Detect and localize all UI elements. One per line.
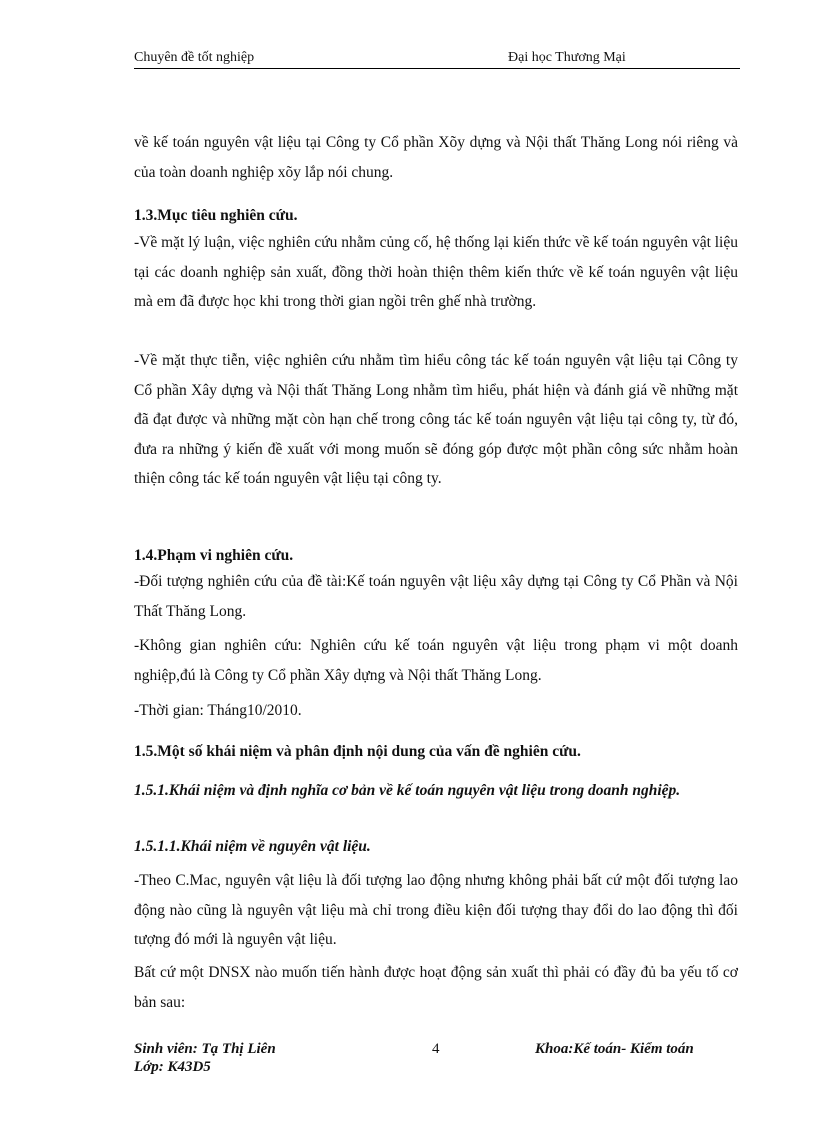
section-1-4-paragraph-3: -Thời gian: Tháng10/2010. — [134, 702, 302, 719]
section-1-5-1-1-heading: 1.5.1.1.Khái niệm về nguyên vật liệu. — [134, 838, 371, 855]
header-title-left: Chuyên đề tốt nghiệp — [134, 50, 255, 65]
section-1-3-paragraph-2: -Về mặt thực tiễn, việc nghiên cứu nhằm tìm hiểu công tác kế toán nguyên vật liệu tại Công ty Cổ phần Xây dựng và Nội thất Thăng Long nhằm tìm hiểu, phát hiện và đánh giá về những mặt đã đạt được và những mặt còn hạn chế trong công tác kế toán nguyên vật liệu tại công ty, từ đó, đưa ra những ý kiến đề xuất với mong muốn sẽ đóng góp được một phần công sức nhằm hoàn thiện công tác kế toán nguyên vật liệu tại công ty. — [134, 352, 738, 488]
section-1-4-heading: 1.4.Phạm vi nghiên cứu. — [134, 547, 294, 564]
section-1-4-paragraph-2: -Không gian nghiên cứu: Nghiên cứu kế toán nguyên vật liệu trong phạm vi một doanh nghiệp,đú là Công ty Cổ phần Xây dựng và Nội thất Thăng Long. — [134, 637, 738, 684]
header-title-right: Đại học Thương Mại — [508, 50, 626, 65]
footer-faculty: Khoa:Kế toán- Kiểm toán — [535, 1041, 694, 1057]
section-1-5-1-heading: 1.5.1.Khái niệm và định nghĩa cơ bản về kế toán nguyên vật liệu trong doanh nghiệp. — [134, 782, 681, 799]
section-1-5-paragraph-1: -Theo C.Mac, nguyên vật liệu là đối tượng lao động nhưng không phải bất cứ một đối tượng lao động nào cũng là nguyên vật liệu mà chỉ trong điều kiện đối tượng thay đổi do lao động thì đối tượng đó mới là nguyên vật liệu. — [134, 872, 738, 949]
section-1-5-paragraph-2: Bất cứ một DNSX nào muốn tiến hành được hoạt động sản xuất thì phải có đầy đủ ba yếu tố cơ bản sau: — [134, 964, 738, 1011]
section-1-3-paragraph-1: -Về mặt lý luận, việc nghiên cứu nhằm củng cố, hệ thống lại kiến thức về kế toán nguyên vật liệu tại các doanh nghiệp sản xuất, đồng thời hoàn thiện thêm kiến thức về kế toán nguyên vật liệu mà em đã được học khi trong thời gian ngồi trên ghế nhà trường. — [134, 234, 738, 311]
intro-paragraph: về kế toán nguyên vật liệu tại Công ty Cổ phần Xõy dựng và Nội thất Thăng Long nói riêng và của toàn doanh nghiệp xõy lắp nói chung. — [134, 134, 738, 181]
footer-class: Lớp: K43D5 — [134, 1059, 211, 1075]
section-1-5-heading: 1.5.Một số khái niệm và phân định nội dung của vấn đề nghiên cứu. — [134, 743, 581, 760]
section-1-3-heading: 1.3.Mục tiêu nghiên cứu. — [134, 207, 298, 224]
footer-student: Sinh viên: Tạ Thị Liên — [134, 1041, 276, 1057]
header-rule — [134, 68, 740, 69]
section-1-4-paragraph-1: -Đối tượng nghiên cứu của đề tài:Kế toán nguyên vật liệu xây dựng tại Công ty Cổ Phần và Nội Thất Thăng Long. — [134, 573, 738, 620]
page-number: 4 — [432, 1041, 440, 1057]
